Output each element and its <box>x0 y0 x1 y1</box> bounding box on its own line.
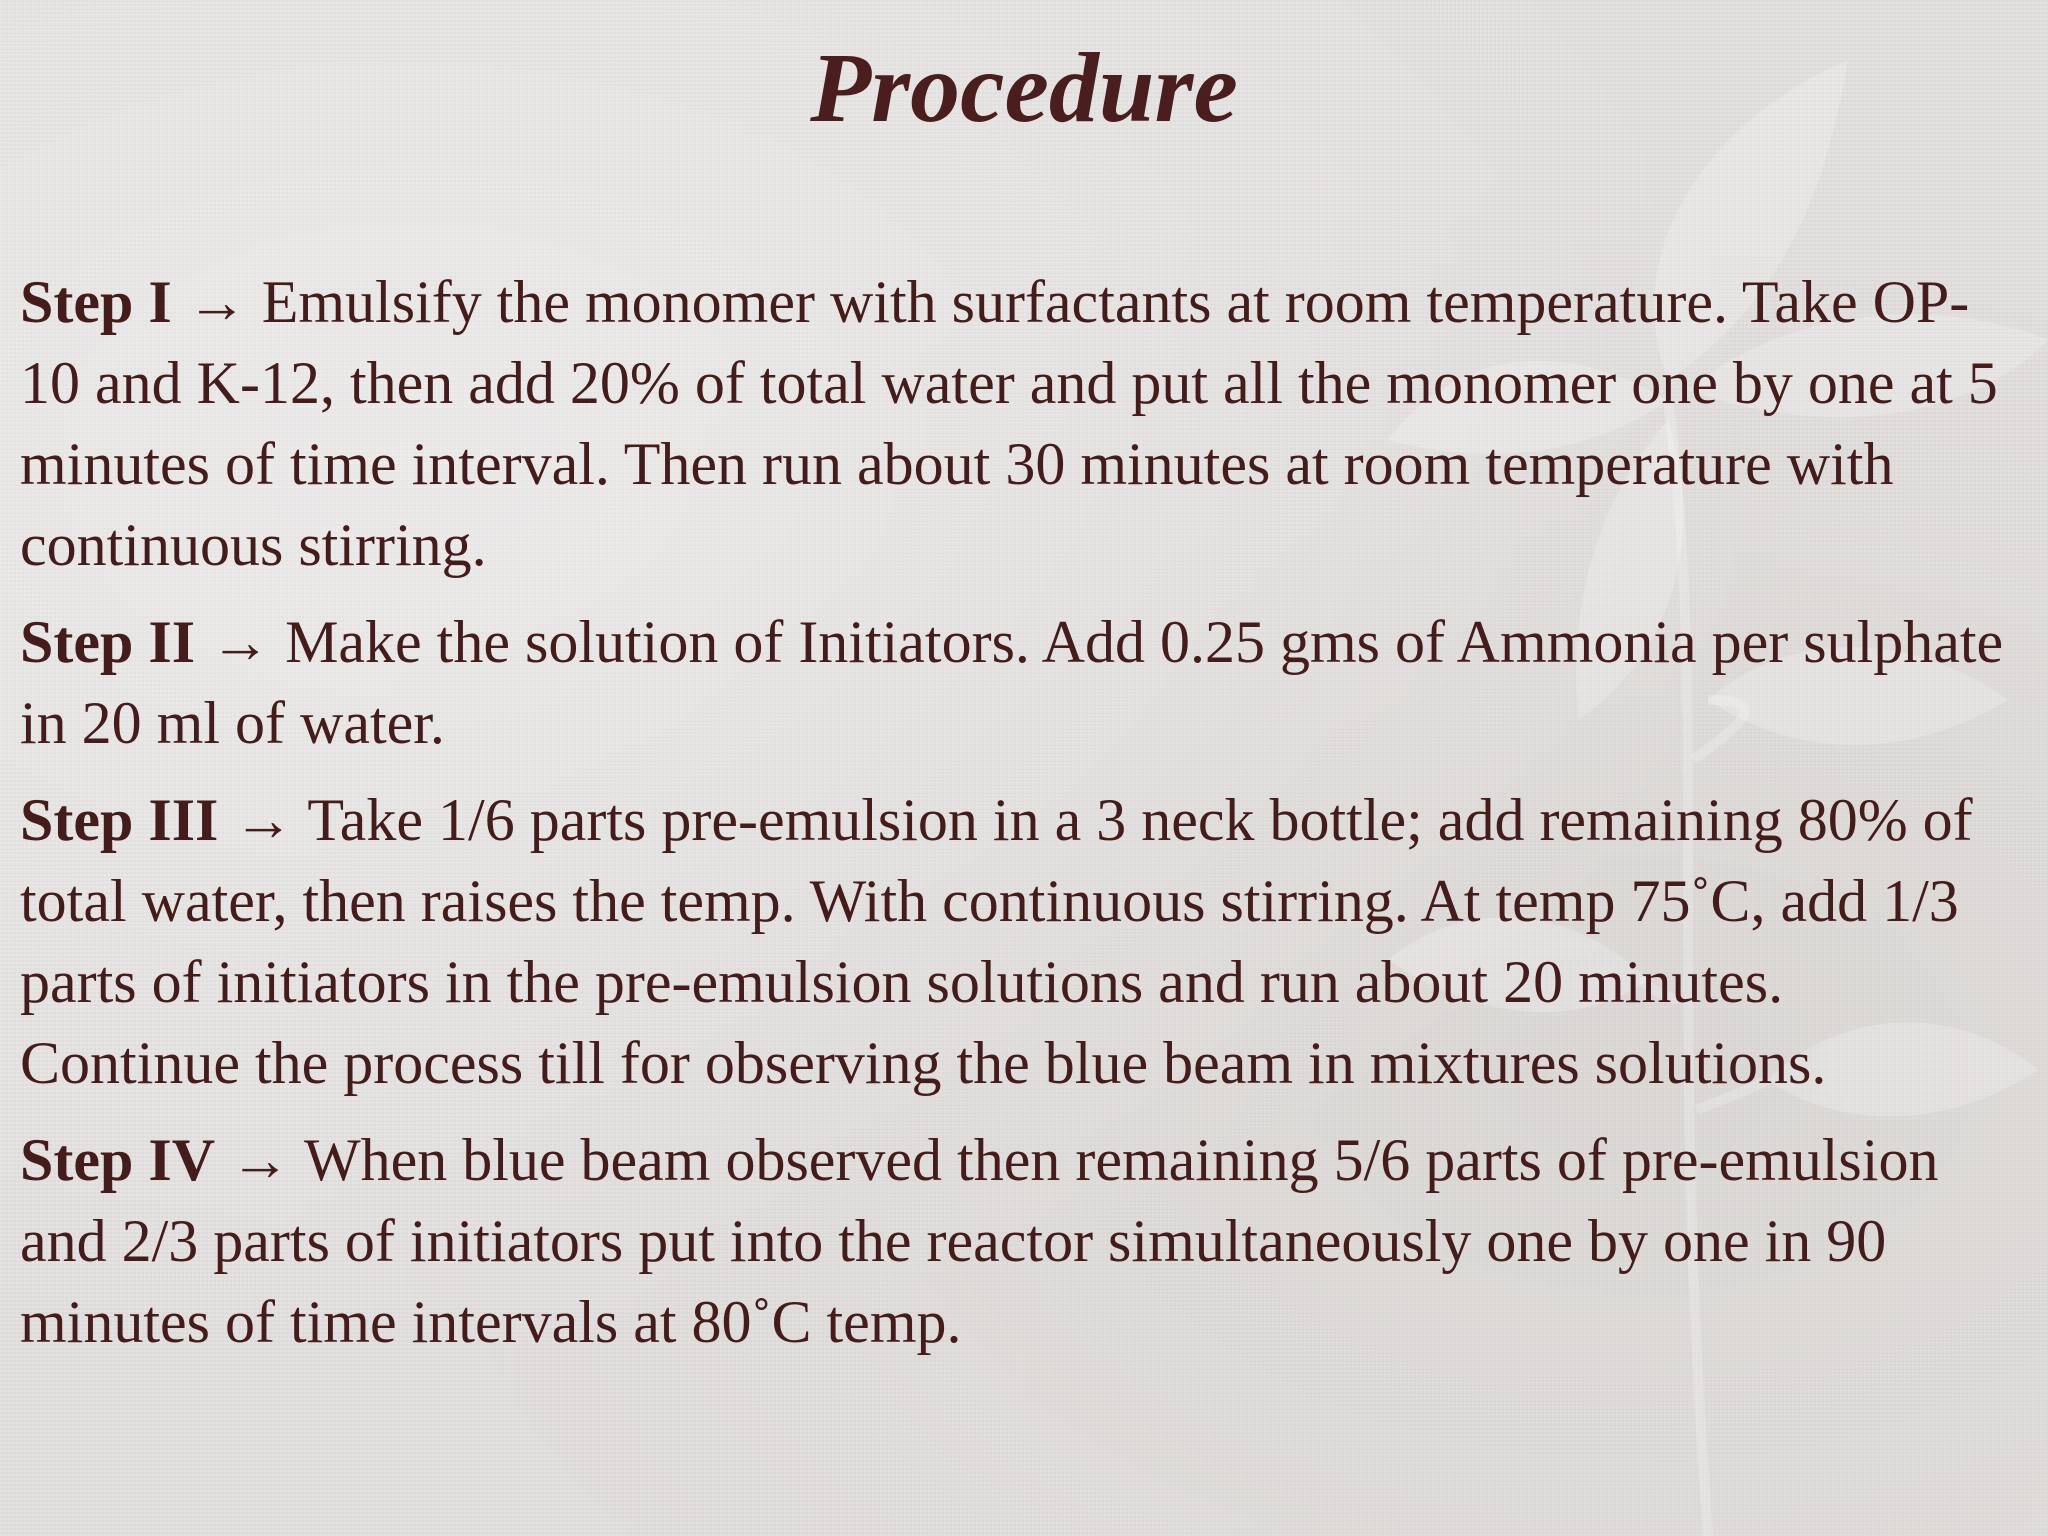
procedure-steps <box>20 262 2010 1379</box>
step-label: Step IV <box>20 1127 216 1193</box>
step-label: Step III <box>20 787 219 853</box>
step-text: When blue beam observed then remaining 5/6 parts of pre-emulsion and 2/3 parts of initiators put into the reactor simultaneously one by one in 90 minutes of time intervals at 80˚C temp. <box>20 1127 1939 1355</box>
step-text: Make the solution of Initiators. Add 0.25 gms of Ammonia per sulphate in 20 ml of water. <box>20 609 2004 756</box>
step-text: Take 1/6 parts pre-emulsion in a 3 neck bottle; add remaining 80% of total water, then raises the temp. With continuous stirring. At temp 75˚C, add 1/3 parts of initiators in the pre-emulsion solutions and run about 20 minutes. Continue the process till for observing the blue beam in mixtures solutions. <box>20 787 1973 1096</box>
arrow-icon: → <box>186 269 247 335</box>
step-1 <box>20 262 2010 586</box>
step-3 <box>20 780 2010 1104</box>
step-label: Step I <box>20 269 172 335</box>
slide-title: Procedure <box>810 32 1238 143</box>
step-text: Emulsify the monomer with surfactants at room temperature. Take OP-10 and K-12, then add 20% of total water and put all the monomer one by one at 5 minutes of time interval. Then run about 30 minutes at room temperature with continuous stirring. <box>20 269 1998 578</box>
arrow-icon: → <box>210 609 271 675</box>
step-2 <box>20 602 2010 764</box>
step-4 <box>20 1120 2010 1363</box>
step-label: Step II <box>20 609 196 675</box>
arrow-icon: → <box>233 787 294 853</box>
arrow-icon: → <box>230 1127 291 1193</box>
